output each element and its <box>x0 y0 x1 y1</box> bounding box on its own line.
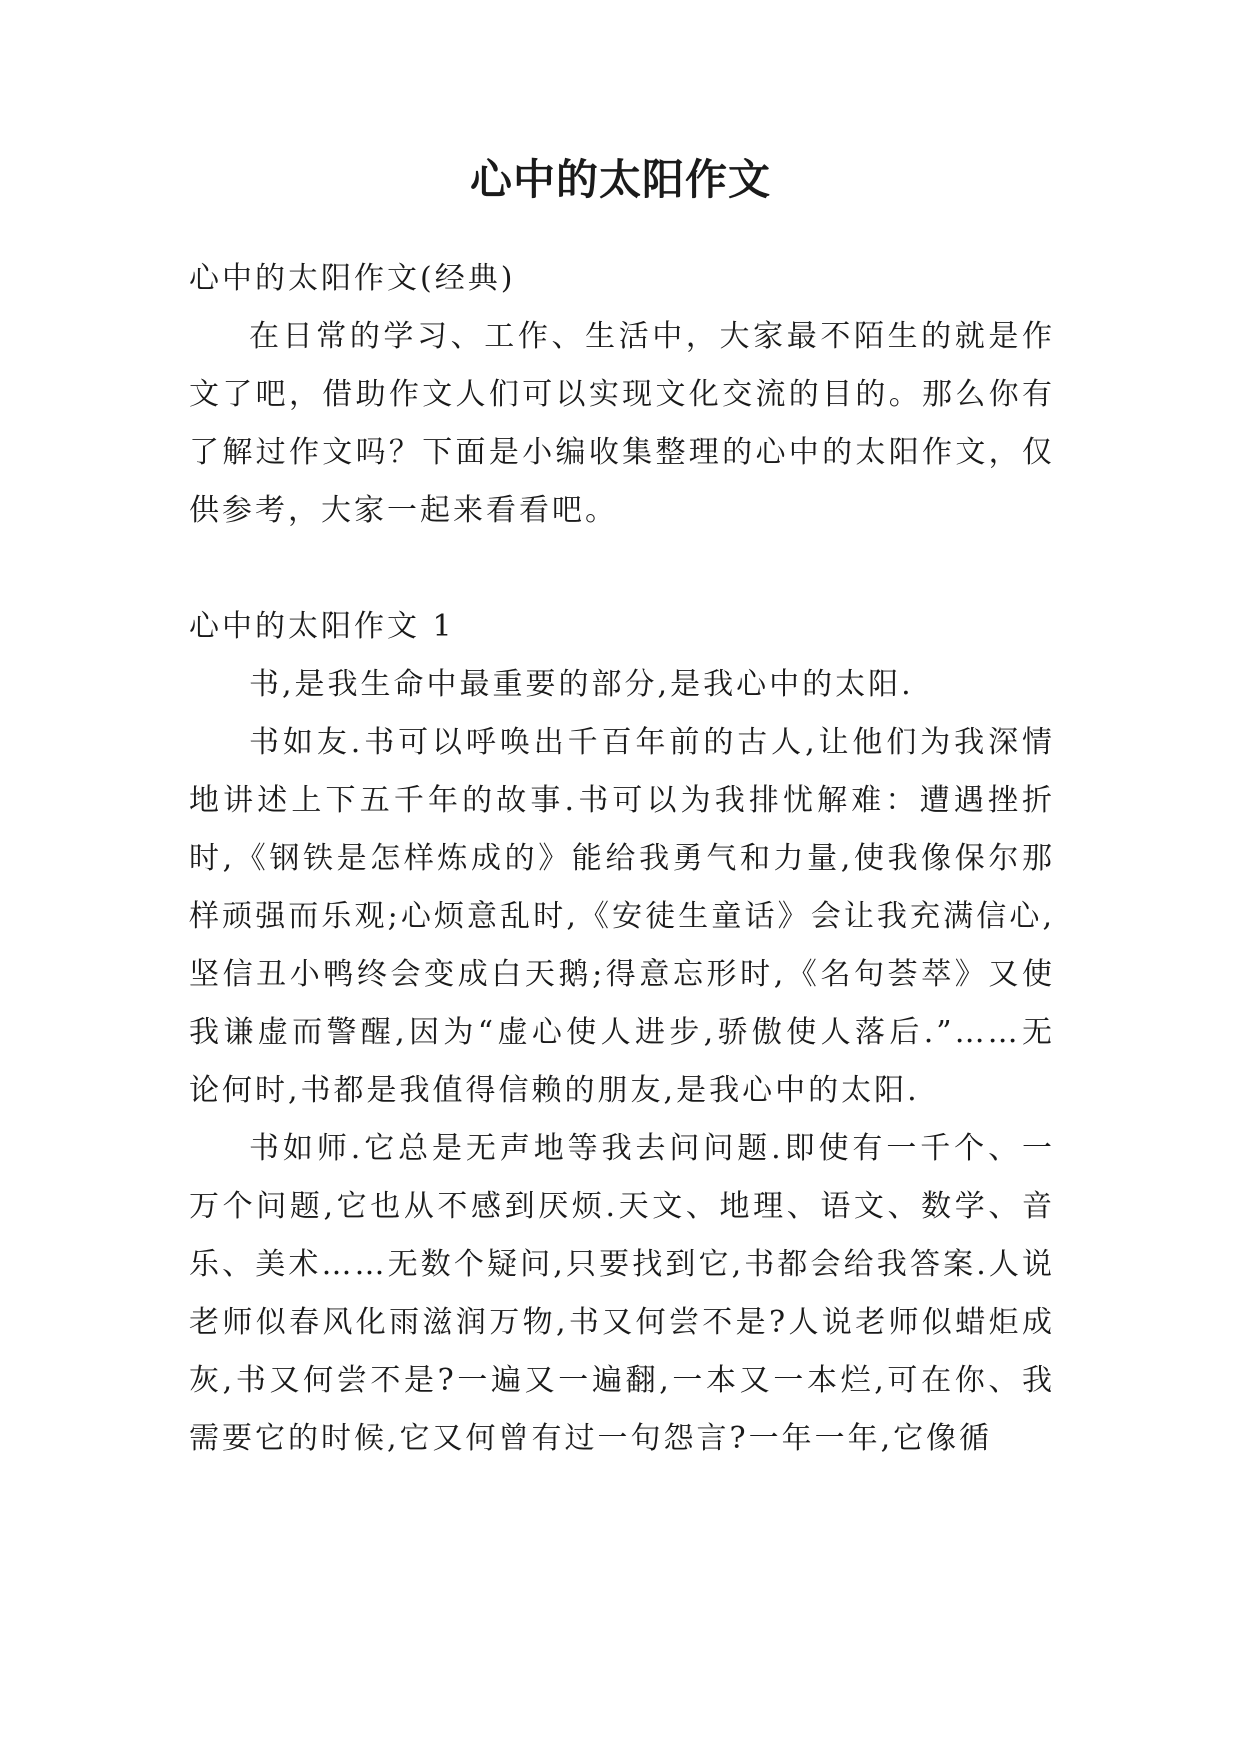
essay-heading: 心中的太阳作文 1 <box>189 609 455 644</box>
document-body <box>189 250 1055 1468</box>
document-title: 心中的太阳作文 <box>469 155 771 204</box>
section-spacer <box>189 540 1055 598</box>
intro-heading: 心中的太阳作文(经典) <box>189 261 516 296</box>
essay-paragraph: 书如师.它总是无声地等我去问问题.即使有一千个、一万个问题,它也从不感到厌烦.天文、地理、语文、数学、音乐、美术……无数个疑问,只要找到它,书都会给我答案.人说老师似春风化雨滋润万物,书又何尝不是?人说老师似蜡炬成灰,书又何尝不是?一遍又一遍翻,一本又一本烂,可在你、我需要它的时候,它又何曾有过一句怨言?一年一年,它像循 <box>189 1131 1055 1456</box>
essay-paragraph: 书如友.书可以呼唤出千百年前的古人,让他们为我深情地讲述上下五千年的故事.书可以为我排忧解难：遭遇挫折时,《钢铁是怎样炼成的》能给我勇气和力量,使我像保尔那样顽强而乐观;心烦意乱时,《安徒生童话》会让我充满信心,坚信丑小鸭终会变成白天鹅;得意忘形时,《名句荟萃》又使我谦虚而警醒,因为“虚心使人进步,骄傲使人落后.”……无论何时,书都是我值得信赖的朋友,是我心中的太阳. <box>189 725 1055 1108</box>
intro-paragraph: 在日常的学习、工作、生活中，大家最不陌生的就是作文了吧，借助作文人们可以实现文化交流的目的。那么你有了解过作文吗？下面是小编收集整理的心中的太阳作文，仅供参考，大家一起来看看吧。 <box>189 319 1055 528</box>
essay-paragraph: 书,是我生命中最重要的部分,是我心中的太阳. <box>249 667 914 702</box>
